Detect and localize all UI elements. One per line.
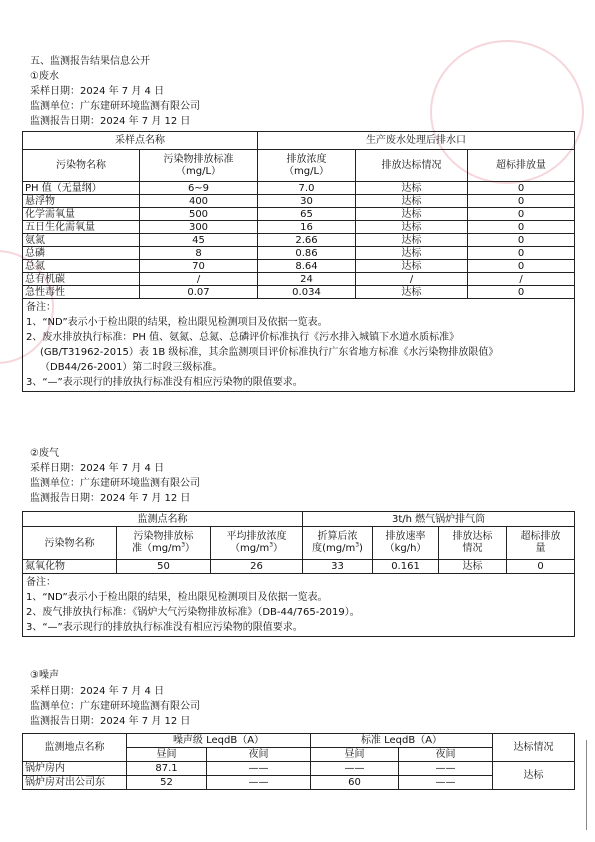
- noise-cell-std-night: ——: [399, 762, 493, 776]
- wastewater-monitoring-unit: 监测单位：广东建研环境监测有限公司: [30, 101, 200, 112]
- wastewater-cell-status: 达标: [356, 182, 468, 195]
- exhaust-heading: ②废气: [30, 448, 59, 459]
- wastewater-cell-standard: 300: [140, 221, 258, 234]
- noise-header-row-1: [23, 734, 575, 748]
- exhaust-notes-title: 备注：: [26, 577, 56, 588]
- exhaust-cell-status: 达标: [439, 560, 507, 574]
- exhaust-cell-converted: 33: [303, 560, 373, 574]
- table-row: [23, 208, 575, 221]
- wastewater-cell-name: 总有机碳: [23, 273, 140, 286]
- wastewater-cell-standard: 8: [140, 247, 258, 260]
- noise-report-date: 监测报告日期：2024 年 7 月 12 日: [30, 716, 191, 727]
- noise-header-level-day: 昼间: [127, 748, 207, 762]
- wastewater-note-1: 1、“ND”表示小于检出限的结果，检出限见检测项目及依据一览表。: [26, 317, 328, 328]
- exhaust-header-compliance: 排放达标 情况: [439, 527, 507, 560]
- table-row: [23, 182, 575, 195]
- table-row: [23, 762, 575, 776]
- wastewater-cell-exceed: 0: [468, 221, 575, 234]
- wastewater-sampling-date: 采样日期：2024 年 7 月 4 日: [30, 86, 165, 97]
- table-row: [23, 260, 575, 273]
- exhaust-notes: [23, 574, 575, 637]
- wastewater-cell-standard: 70: [140, 260, 258, 273]
- wastewater-cell-exceed: 0: [468, 286, 575, 299]
- wastewater-heading: ①废水: [30, 71, 59, 82]
- wastewater-cell-concentration: 0.86: [258, 247, 356, 260]
- exhaust-header-standard: 污染物排放标 准$(mg/m^3)$: [117, 527, 211, 560]
- noise-cell-name: 锅炉房对出公司东: [23, 776, 127, 790]
- noise-header-compliance: 达标情况: [493, 734, 575, 762]
- exhaust-note-2: 2、废气排放执行标准：《锅炉大气污染物排放标准》（DB-44/765-2019）。: [26, 607, 360, 618]
- table-row: [23, 234, 575, 247]
- noise-cell-std-day: ——: [311, 762, 399, 776]
- wastewater-header-row: [23, 150, 575, 182]
- wastewater-cell-standard: 45: [140, 234, 258, 247]
- exhaust-header-exceed: 超标排放 量: [507, 527, 575, 560]
- page-edge-line: [586, 740, 587, 830]
- exhaust-note-3: 3、“—”表示现行的排放执行标准没有相应污染物的限值要求。: [26, 622, 303, 633]
- wastewater-cell-name: 总磷: [23, 247, 140, 260]
- wastewater-cell-name: 悬浮物: [23, 195, 140, 208]
- noise-cell-std-night: ——: [399, 776, 493, 790]
- wastewater-cell-concentration: 8.64: [258, 260, 356, 273]
- exhaust-point-row: [23, 512, 575, 527]
- exhaust-point-value: 3t/h 燃气锅炉排气筒: [303, 512, 575, 527]
- wastewater-cell-status: /: [356, 273, 468, 286]
- noise-header-level-night: 夜间: [207, 748, 311, 762]
- noise-cell-name: 锅炉房内: [23, 762, 127, 776]
- exhaust-cell-average: 26: [211, 560, 303, 574]
- wastewater-cell-exceed: 0: [468, 182, 575, 195]
- wastewater-point-value: 生产废水处理后排水口: [258, 132, 575, 150]
- noise-cell-level-night: ——: [207, 776, 311, 790]
- wastewater-cell-name: 总氮: [23, 260, 140, 273]
- exhaust-point-label: 监测点名称: [23, 512, 303, 527]
- exhaust-notes-row: [23, 574, 575, 637]
- exhaust-header-average: 平均排放浓度 $(mg/m^3)$: [211, 527, 303, 560]
- wastewater-note-2c: （DB44/26-2001）第二时段三级标准。: [40, 362, 223, 373]
- wastewater-cell-standard: 6~9: [140, 182, 258, 195]
- wastewater-cell-concentration: 0.034: [258, 286, 356, 299]
- wastewater-cell-status: 达标: [356, 234, 468, 247]
- wastewater-report-date: 监测报告日期：2024 年 7 月 12 日: [30, 116, 191, 127]
- noise-cell-std-day: 60: [311, 776, 399, 790]
- wastewater-table: [22, 131, 575, 392]
- wastewater-cell-name: 五日生化需氧量: [23, 221, 140, 234]
- noise-header-standard-night: 夜间: [399, 748, 493, 762]
- noise-cell-level-day: 87.1: [127, 762, 207, 776]
- wastewater-notes: [23, 299, 575, 392]
- wastewater-cell-standard: 500: [140, 208, 258, 221]
- wastewater-cell-status: 达标: [356, 221, 468, 234]
- wastewater-cell-concentration: 65: [258, 208, 356, 221]
- wastewater-cell-name: 急性毒性: [23, 286, 140, 299]
- wastewater-cell-name: PH 值（无量纲）: [23, 182, 140, 195]
- wastewater-cell-exceed: /: [468, 273, 575, 286]
- exhaust-cell-rate: 0.161: [373, 560, 439, 574]
- exhaust-cell-standard: 50: [117, 560, 211, 574]
- wastewater-header-exceed: 超标排放量: [468, 150, 575, 182]
- wastewater-cell-concentration: 30: [258, 195, 356, 208]
- noise-cell-compliance: 达标: [493, 762, 575, 790]
- wastewater-note-3: 3、“—”表示现行的排放执行标准没有相应污染物的限值要求。: [26, 377, 303, 388]
- wastewater-cell-status: 达标: [356, 208, 468, 221]
- noise-header-standard: 标准 LeqdB（A）: [311, 734, 493, 748]
- wastewater-cell-status: 达标: [356, 286, 468, 299]
- wastewater-header-pollutant: 污染物名称: [23, 150, 140, 182]
- wastewater-cell-concentration: 16: [258, 221, 356, 234]
- wastewater-cell-concentration: 24: [258, 273, 356, 286]
- wastewater-header-standard: 污染物排放标准 （mg/L）: [140, 150, 258, 182]
- wastewater-cell-status: 达标: [356, 247, 468, 260]
- wastewater-cell-concentration: 7.0: [258, 182, 356, 195]
- exhaust-sampling-date: 采样日期：2024 年 7 月 4 日: [30, 463, 165, 474]
- noise-cell-level-night: ——: [207, 762, 311, 776]
- wastewater-cell-concentration: 2.66: [258, 234, 356, 247]
- noise-monitoring-unit: 监测单位：广东建研环境监测有限公司: [30, 701, 200, 712]
- table-row: [23, 776, 575, 790]
- section-title: 五、监测报告结果信息公开: [30, 56, 150, 67]
- wastewater-header-compliance: 排放达标情况: [356, 150, 468, 182]
- wastewater-notes-row: [23, 299, 575, 392]
- wastewater-cell-exceed: 0: [468, 208, 575, 221]
- noise-cell-level-day: 52: [127, 776, 207, 790]
- table-row: [23, 286, 575, 299]
- table-row: [23, 195, 575, 208]
- exhaust-table: [22, 511, 575, 637]
- wastewater-cell-exceed: 0: [468, 260, 575, 273]
- table-row: [23, 273, 575, 286]
- exhaust-note-1: 1、“ND”表示小于检出限的结果，检出限见检测项目及依据一览表。: [26, 592, 328, 603]
- exhaust-report-date: 监测报告日期：2024 年 7 月 12 日: [30, 493, 191, 504]
- wastewater-cell-status: 达标: [356, 260, 468, 273]
- wastewater-cell-name: 氨氮: [23, 234, 140, 247]
- wastewater-cell-status: 达标: [356, 195, 468, 208]
- wastewater-notes-title: 备注：: [26, 302, 56, 313]
- wastewater-cell-exceed: 0: [468, 195, 575, 208]
- noise-header-location: 监测地点名称: [23, 734, 127, 762]
- wastewater-point-label: 采样点名称: [23, 132, 258, 150]
- exhaust-monitoring-unit: 监测单位：广东建研环境监测有限公司: [30, 478, 200, 489]
- table-row: [23, 247, 575, 260]
- exhaust-header-rate: 排放速率 （kg/h）: [373, 527, 439, 560]
- wastewater-cell-exceed: 0: [468, 247, 575, 260]
- exhaust-cell-name: 氮氧化物: [23, 560, 117, 574]
- table-row: [23, 221, 575, 234]
- exhaust-header-converted: 折算后浓 度$(mg/m^3)$: [303, 527, 373, 560]
- wastewater-cell-standard: 0.07: [140, 286, 258, 299]
- wastewater-note-2a: 2、废水排放执行标准：PH 值、氨氮、总氮、总磷评价标准执行《污水排入城镇下水道水质标准》: [26, 332, 460, 343]
- wastewater-cell-standard: /: [140, 273, 258, 286]
- wastewater-cell-standard: 400: [140, 195, 258, 208]
- exhaust-header-row: [23, 527, 575, 560]
- wastewater-cell-exceed: 0: [468, 234, 575, 247]
- wastewater-point-row: [23, 132, 575, 150]
- table-row: [23, 560, 575, 574]
- noise-sampling-date: 采样日期：2024 年 7 月 4 日: [30, 686, 165, 697]
- noise-table: [22, 733, 575, 790]
- noise-header-level: 噪声级 LeqdB（A）: [127, 734, 311, 748]
- wastewater-cell-name: 化学需氧量: [23, 208, 140, 221]
- exhaust-cell-exceed: 0: [507, 560, 575, 574]
- noise-heading: ③噪声: [30, 670, 59, 681]
- wastewater-note-2b: (GB/T31962-2015）表 1B 级标准，其余监测项目评价标准执行广东省地方标准《水污染物排放限值》: [40, 347, 499, 358]
- noise-header-standard-day: 昼间: [311, 748, 399, 762]
- exhaust-header-pollutant: 污染物名称: [23, 527, 117, 560]
- wastewater-header-concentration: 排放浓度 （mg/L）: [258, 150, 356, 182]
